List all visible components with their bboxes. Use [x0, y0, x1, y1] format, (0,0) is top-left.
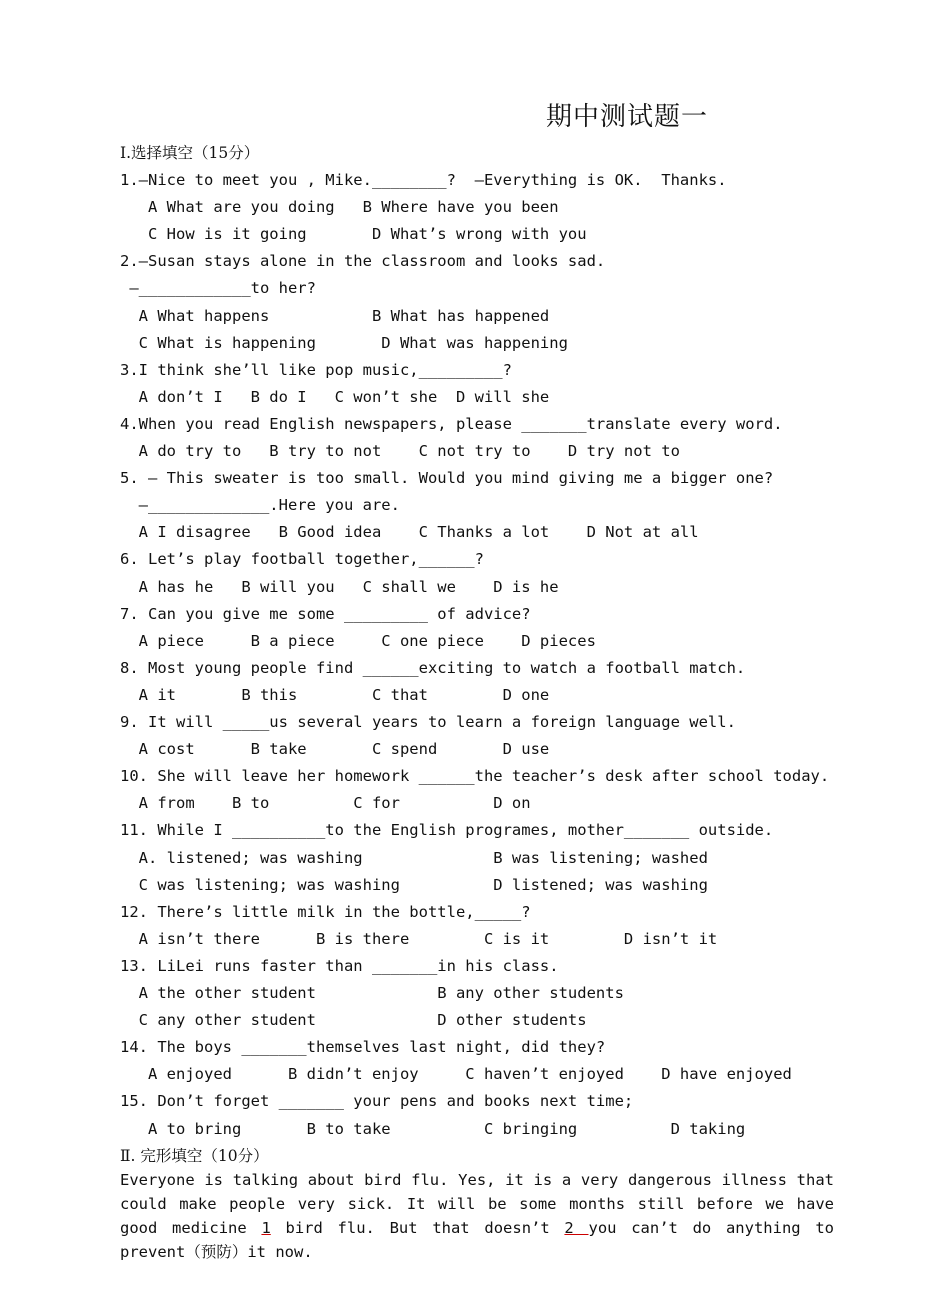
question-line: A to bring B to take C bringing D taking: [120, 1119, 746, 1138]
question-line: 10. She will leave her homework ______the teacher’s desk after school today.: [120, 767, 830, 786]
question-line: A it B this C that D one: [120, 685, 550, 704]
question-line: A from B to C for D on: [120, 794, 531, 813]
question-line: 3.I think she’ll like pop music,_________?: [120, 360, 512, 379]
page-title: 期中测试题一: [546, 102, 709, 132]
question-line: 14. The boys _______themselves last night, did they?: [120, 1038, 606, 1057]
question-line: A enjoyed B didn’t enjoy C haven’t enjoyed D have enjoyed: [120, 1065, 792, 1084]
question-line: —____________to her?: [120, 279, 316, 298]
question-line: A piece B a piece C one piece D pieces: [120, 631, 596, 650]
passage-text-3: you can’t do anything to prevent（预防）it now.: [120, 1218, 835, 1261]
section-heading-2: Ⅱ. 完形填空（10分）: [120, 1146, 269, 1165]
question-line: A the other student B any other students: [120, 984, 624, 1002]
question-line: C any other student D other students: [120, 1011, 587, 1030]
question-line: 5. — This sweater is too small. Would you mind giving me a bigger one?: [120, 469, 774, 488]
passage-text-1: Everyone is talking about bird flu. Yes, it is a very dangerous illness that could make people very sick. It will be some months still before we have good medicine: [120, 1170, 834, 1237]
question-line: A do try to B try to not C not try to D try not to: [120, 442, 680, 460]
question-line: 15. Don’t forget _______ your pens and books next time;: [120, 1092, 634, 1111]
question-line: 7. Can you give me some _________ of advice?: [120, 604, 531, 623]
question-line: 2.—Susan stays alone in the classroom and looks sad.: [120, 252, 606, 271]
question-line: C How is it going D What’s wrong with you: [120, 225, 587, 244]
question-line: 11. While I __________to the English programes, mother_______ outside.: [120, 821, 774, 840]
cloze-passage: [120, 1168, 834, 1264]
question-line: 13. LiLei runs faster than _______in his class.: [120, 956, 559, 975]
cloze-blank-2: 2: [564, 1218, 589, 1237]
question-line: C What is happening D What was happening: [120, 333, 568, 352]
question-line: 4.When you read English newspapers, please _______translate every word.: [120, 414, 783, 433]
question-line: A What are you doing B Where have you been: [120, 198, 559, 217]
question-line: C was listening; was washing D listened; was washing: [120, 875, 708, 894]
question-line: 9. It will _____us several years to learn a foreign language well.: [120, 713, 736, 731]
question-line: 1.—Nice to meet you , Mike.________? —Everything is OK. Thanks.: [120, 171, 727, 189]
question-line: 6. Let’s play football together,______?: [120, 550, 484, 569]
question-line: 12. There’s little milk in the bottle,_____?: [120, 902, 531, 921]
passage-text-2: bird flu. But that doesn’t: [270, 1218, 565, 1237]
question-line: —_____________.Here you are.: [120, 496, 400, 515]
question-line: A cost B take C spend D use: [120, 740, 550, 759]
cloze-blank-1: 1: [261, 1218, 271, 1237]
question-line: A isn’t there B is there C is it D isn’t it: [120, 929, 718, 948]
question-line: 8. Most young people find ______exciting to watch a football match.: [120, 658, 746, 677]
question-line: A. listened; was washing B was listening; washed: [120, 848, 708, 867]
question-line: A What happens B What has happened: [120, 306, 550, 325]
question-line: A I disagree B Good idea C Thanks a lot D Not at all: [120, 523, 699, 542]
section-heading-1: Ⅰ.选择填空（15分）: [120, 144, 260, 162]
question-line: A has he B will you C shall we D is he: [120, 577, 559, 596]
question-line: A don’t I B do I C won’t she D will she: [120, 387, 550, 406]
